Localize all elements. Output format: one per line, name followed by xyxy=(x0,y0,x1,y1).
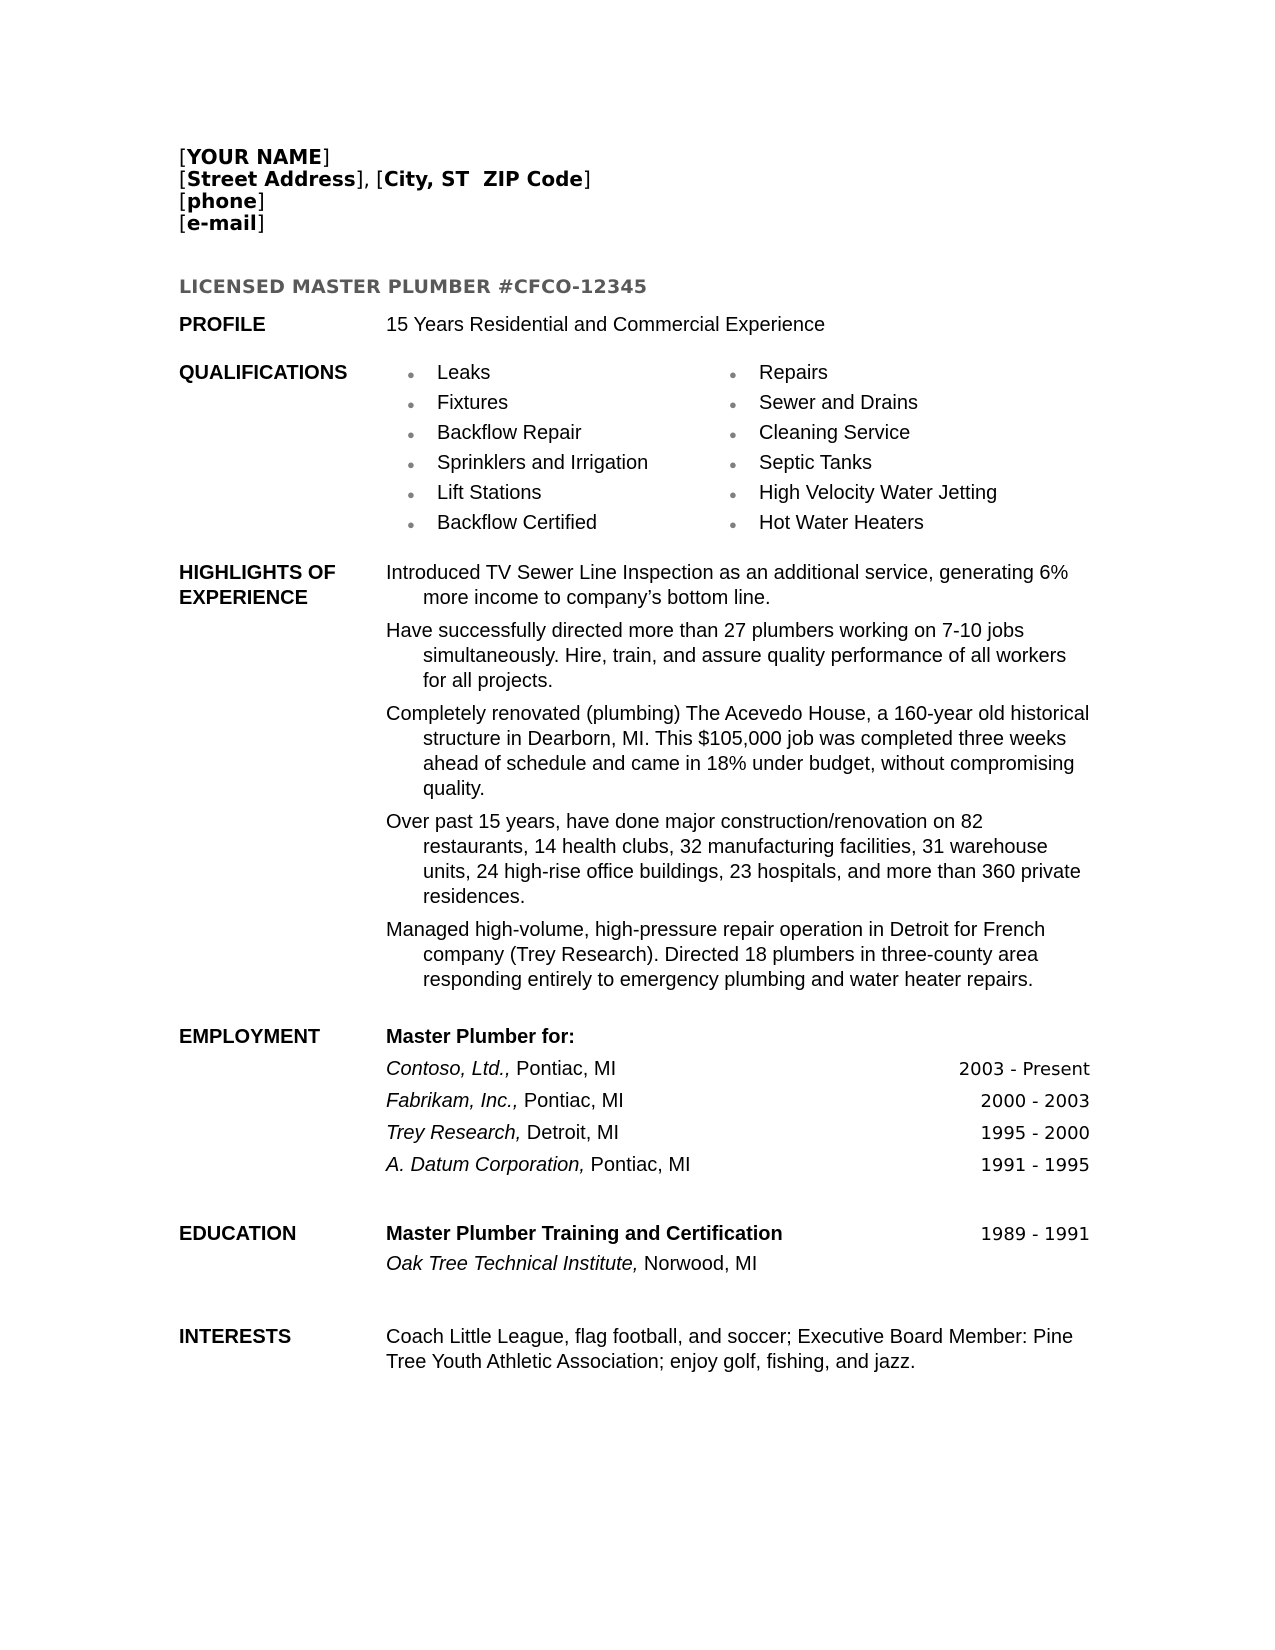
qualifications-section xyxy=(179,361,1090,541)
employer-location: Pontiac, MI xyxy=(523,1090,624,1112)
bullet-icon: ● xyxy=(729,517,737,532)
employer-location: Detroit, MI xyxy=(526,1122,620,1144)
qualification-text: Septic Tanks xyxy=(759,452,873,474)
education-title: Master Plumber Training and Certification xyxy=(386,1223,783,1245)
bracket: ] xyxy=(256,189,265,213)
list-item xyxy=(708,421,1090,451)
list-item xyxy=(386,391,708,421)
employment-label: EMPLOYMENT xyxy=(179,1026,321,1048)
highlight-paragraph: Over past 15 years, have done major construction/renovation on 82 restaurants, 14 health clubs, 32 manufacturing facilities, 31 warehouse units, 24 high-rise office buildings, 23 hospitals, and more than 360 private residences. xyxy=(386,811,1081,908)
bullet-icon: ● xyxy=(729,397,737,412)
city-state-zip-placeholder: City, ST ZIP Code xyxy=(383,167,583,191)
bracket: [ xyxy=(179,167,187,191)
qualifications-lists xyxy=(386,361,1090,541)
bullet-icon: ● xyxy=(407,457,415,472)
bracket: [ xyxy=(179,211,187,235)
contact-phone-line xyxy=(179,190,1090,212)
education-school: Oak Tree Technical Institute, xyxy=(386,1253,639,1275)
phone-placeholder: phone xyxy=(186,189,257,213)
education-row xyxy=(386,1222,1090,1247)
employer-name: A. Datum Corporation, xyxy=(386,1154,585,1176)
bullet-icon: ● xyxy=(729,427,737,442)
employer-location: Pontiac, MI xyxy=(516,1058,617,1080)
contact-header xyxy=(179,146,1090,234)
employment-row xyxy=(386,1089,1090,1114)
bullet-icon: ● xyxy=(407,427,415,442)
employer-name: Trey Research, xyxy=(386,1122,522,1144)
bracket: [ xyxy=(179,189,187,213)
employer xyxy=(386,1057,920,1082)
qualification-text: Hot Water Heaters xyxy=(759,512,924,534)
employment-row xyxy=(386,1153,1090,1178)
employment-heading: Master Plumber for: xyxy=(386,1026,575,1048)
bullet-icon: ● xyxy=(407,517,415,532)
list-item xyxy=(386,421,708,451)
profile-text: 15 Years Residential and Commercial Experience xyxy=(386,314,826,336)
employment-row xyxy=(386,1057,1090,1082)
bracket: [ xyxy=(179,145,187,169)
employer xyxy=(386,1153,920,1178)
interests-text: Coach Little League, flag football, and soccer; Executive Board Member: Pine Tree Youth Athletic Association; enjoy golf, fishing, and jazz. xyxy=(386,1326,1074,1373)
bracket: ] xyxy=(321,145,330,169)
qualification-text: Sprinklers and Irrigation xyxy=(437,452,649,474)
employer-name: Fabrikam, Inc., xyxy=(386,1090,519,1112)
list-item xyxy=(708,451,1090,481)
list-item xyxy=(386,481,708,511)
profile-section xyxy=(179,313,1090,338)
name-placeholder: YOUR NAME xyxy=(186,145,322,169)
bullet-icon: ● xyxy=(729,487,737,502)
list-item xyxy=(708,391,1090,421)
education-school-line xyxy=(386,1252,1090,1277)
list-item xyxy=(386,361,708,391)
highlights-section xyxy=(179,561,1090,993)
contact-address-line xyxy=(179,168,1090,190)
employer-location: Pontiac, MI xyxy=(590,1154,691,1176)
license-heading: LICENSED MASTER PLUMBER #CFCO-12345 xyxy=(179,276,648,298)
education-section xyxy=(179,1222,1090,1277)
employment-dates: 1995 - 2000 xyxy=(980,1123,1090,1144)
qualification-text: Backflow Repair xyxy=(437,422,582,444)
education-body xyxy=(386,1222,1090,1277)
contact-name-line xyxy=(179,146,1090,168)
employer-name: Contoso, Ltd., xyxy=(386,1058,511,1080)
qualifications-label: QUALIFICATIONS xyxy=(179,362,348,384)
contact-email-line xyxy=(179,212,1090,234)
profile-label: PROFILE xyxy=(179,314,266,336)
list-item xyxy=(708,481,1090,511)
qualification-text: High Velocity Water Jetting xyxy=(759,482,998,504)
education-location: Norwood, MI xyxy=(643,1253,758,1275)
highlight-paragraph: Completely renovated (plumbing) The Acevedo House, a 160-year old historical structure in Dearborn, MI. This $105,000 job was completed three weeks ahead of schedule and came in 18% under budget, without compromising quality. xyxy=(386,703,1090,800)
employment-dates: 2000 - 2003 xyxy=(980,1091,1090,1112)
interests-label: INTERESTS xyxy=(179,1326,292,1348)
list-item xyxy=(386,511,708,541)
bullet-icon: ● xyxy=(407,367,415,382)
education-label: EDUCATION xyxy=(179,1223,297,1245)
qualifications-right-column xyxy=(708,361,1090,541)
qualifications-columns xyxy=(386,361,1090,541)
highlights-label-line1: HIGHLIGHTS OF xyxy=(179,562,336,584)
employment-row xyxy=(386,1121,1090,1146)
qualification-text: Fixtures xyxy=(437,392,509,414)
highlight-paragraph: Managed high-volume, high-pressure repair operation in Detroit for French company (Trey Research). Directed 18 plumbers in three-county area responding entirely to emergency plumbing and water heater repairs. xyxy=(386,919,1046,991)
list-item xyxy=(708,511,1090,541)
street-address-placeholder: Street Address xyxy=(186,167,356,191)
qualification-text: Cleaning Service xyxy=(759,422,911,444)
qualification-text: Lift Stations xyxy=(437,482,542,504)
qualification-text: Repairs xyxy=(759,362,828,384)
bracket: ] xyxy=(582,167,591,191)
highlights-label-line2: EXPERIENCE xyxy=(179,587,308,609)
document-content xyxy=(179,146,1090,1375)
list-item xyxy=(386,451,708,481)
employer xyxy=(386,1089,920,1114)
employment-dates: 2003 - Present xyxy=(958,1059,1090,1080)
qualification-text: Backflow Certified xyxy=(437,512,598,534)
highlights-label xyxy=(179,561,386,611)
bracket: ], [ xyxy=(355,167,384,191)
highlight-paragraph: Introduced TV Sewer Line Inspection as an additional service, generating 6% more income to company’s bottom line. xyxy=(386,562,1069,609)
highlight-paragraph: Have successfully directed more than 27 plumbers working on 7-10 jobs simultaneously. Hire, train, and assure quality performance of all workers for all projects. xyxy=(386,620,1067,692)
qualification-text: Leaks xyxy=(437,362,491,384)
highlights-paragraphs xyxy=(386,561,1090,993)
interests-section xyxy=(179,1325,1090,1375)
employment-list xyxy=(386,1025,1090,1178)
list-item xyxy=(708,361,1090,391)
bullet-icon: ● xyxy=(407,397,415,412)
qualification-text: Sewer and Drains xyxy=(759,392,918,414)
bullet-icon: ● xyxy=(729,457,737,472)
employment-dates: 1991 - 1995 xyxy=(980,1155,1090,1176)
email-placeholder: e-mail xyxy=(186,211,257,235)
bullet-icon: ● xyxy=(729,367,737,382)
employer xyxy=(386,1121,920,1146)
bullet-icon: ● xyxy=(407,487,415,502)
bracket: ] xyxy=(256,211,265,235)
qualifications-left-column xyxy=(386,361,708,541)
employment-section xyxy=(179,1025,1090,1178)
education-dates: 1989 - 1991 xyxy=(980,1224,1090,1245)
